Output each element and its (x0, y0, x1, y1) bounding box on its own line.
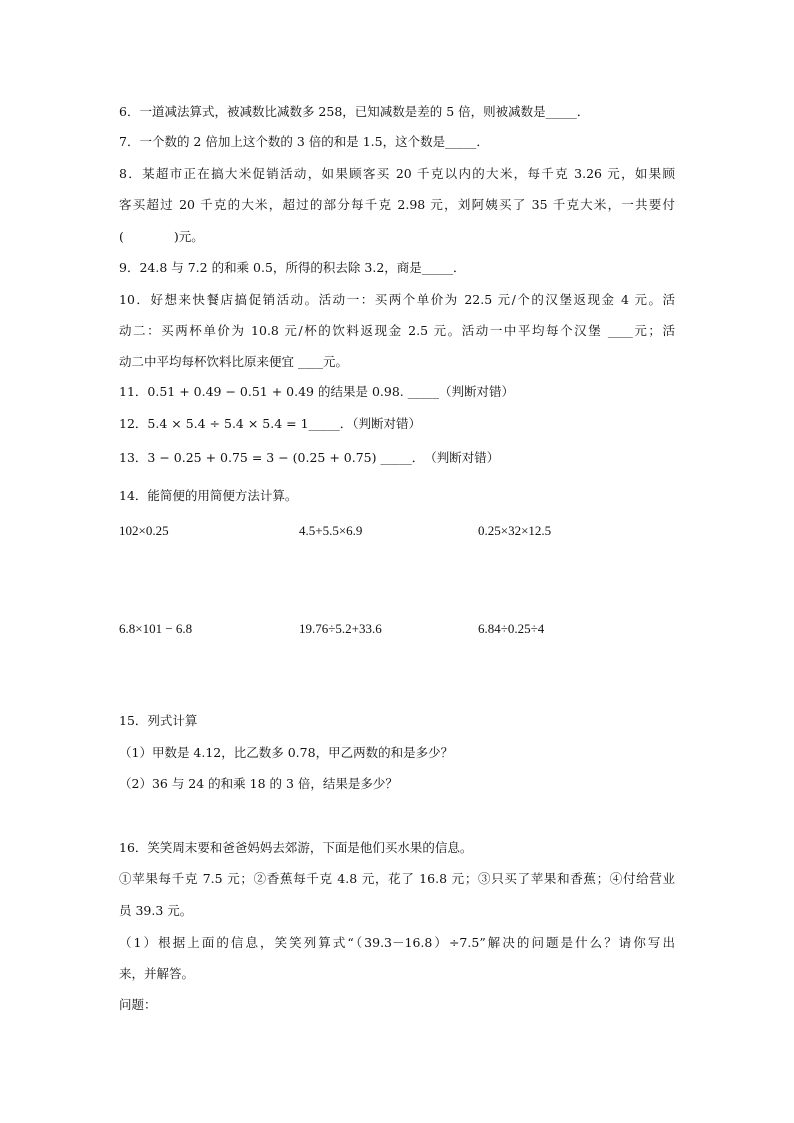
question-8-line-3: ( )元。 (119, 229, 204, 244)
question-16-part-1-line-2: 来，并解答。 (119, 966, 195, 981)
question-12: 12．5.4 × 5.4 ÷ 5.4 × 5.4 = 1_____．（判断对错） (119, 416, 422, 431)
question-13: 13．3 − 0.25 + 0.75 = 3 − (0.25 + 0.75) _____． （判断对错） (119, 450, 500, 465)
question-16-title: 16．笑笑周末要和爸爸妈妈去郊游，下面是他们买水果的信息。 (119, 840, 473, 855)
question-14-title: 14．能简便的用简便方法计算。 (119, 488, 298, 503)
expression-6: 6.84÷0.25÷4 (478, 621, 545, 636)
question-9: 9．24.8 与 7.2 的和乘 0.5，所得的积去除 3.2，商是_____． (119, 260, 466, 275)
question-6: 6．一道减法算式，被减数比减数多 258，已知减数是差的 5 倍，则被减数是_____． (119, 104, 590, 119)
question-16-part-1-line-1: （1）根据上面的信息，笑笑列算式“（39.3－16.8）÷7.5”解决的问题是什么？请你写出 (119, 935, 675, 950)
expression-2: 4.5+5.5×6.9 (299, 523, 363, 538)
question-16-info-line-1: ①苹果每千克 7.5 元；②香蕉每千克 4.8 元，花了 16.8 元；③只买了苹果和香蕉；④付给营业 (119, 871, 675, 886)
problem-label: 问题： (119, 997, 157, 1012)
question-7: 7．一个数的 2 倍加上这个数的 3 倍的和是 1.5，这个数是_____． (119, 134, 489, 149)
question-10-line-1: 10．好想来快餐店搞促销活动。活动一：买两个单价为 22.5 元/个的汉堡返现金 4 元。活 (119, 292, 675, 307)
expression-1: 102×0.25 (119, 523, 169, 538)
question-15-part-1: （1）甲数是 4.12，比乙数多 0.78，甲乙两数的和是多少？ (119, 745, 454, 760)
question-16-info-line-2: 员 39.3 元。 (119, 903, 193, 918)
expression-3: 0.25×32×12.5 (478, 523, 552, 538)
question-8-line-1: 8．某超市正在搞大米促销活动，如果顾客买 20 千克以内的大米，每千克 3.26 元，如果顾 (119, 166, 675, 181)
question-8-line-2: 客买超过 20 千克的大米，超过的部分每千克 2.98 元，刘阿姨买了 35 千克大米，一共要付 (119, 197, 675, 212)
question-15-title: 15．列式计算 (119, 713, 198, 728)
question-10-line-3: 动二中平均每杯饮料比原来便宜 ____元。 (119, 354, 348, 369)
question-10-line-2: 动二：买两杯单价为 10.8 元/杯的饮料返现金 2.5 元。活动一中平均每个汉堡 ____元；活 (119, 323, 675, 338)
expression-4: 6.8×101 − 6.8 (119, 621, 193, 636)
question-15-part-2: （2）36 与 24 的和乘 18 的 3 倍，结果是多少？ (119, 776, 398, 791)
expression-5: 19.76÷5.2+33.6 (299, 621, 382, 636)
question-11: 11．0.51 + 0.49 − 0.51 + 0.49 的结果是 0.98. _____（判断对错） (119, 384, 514, 399)
